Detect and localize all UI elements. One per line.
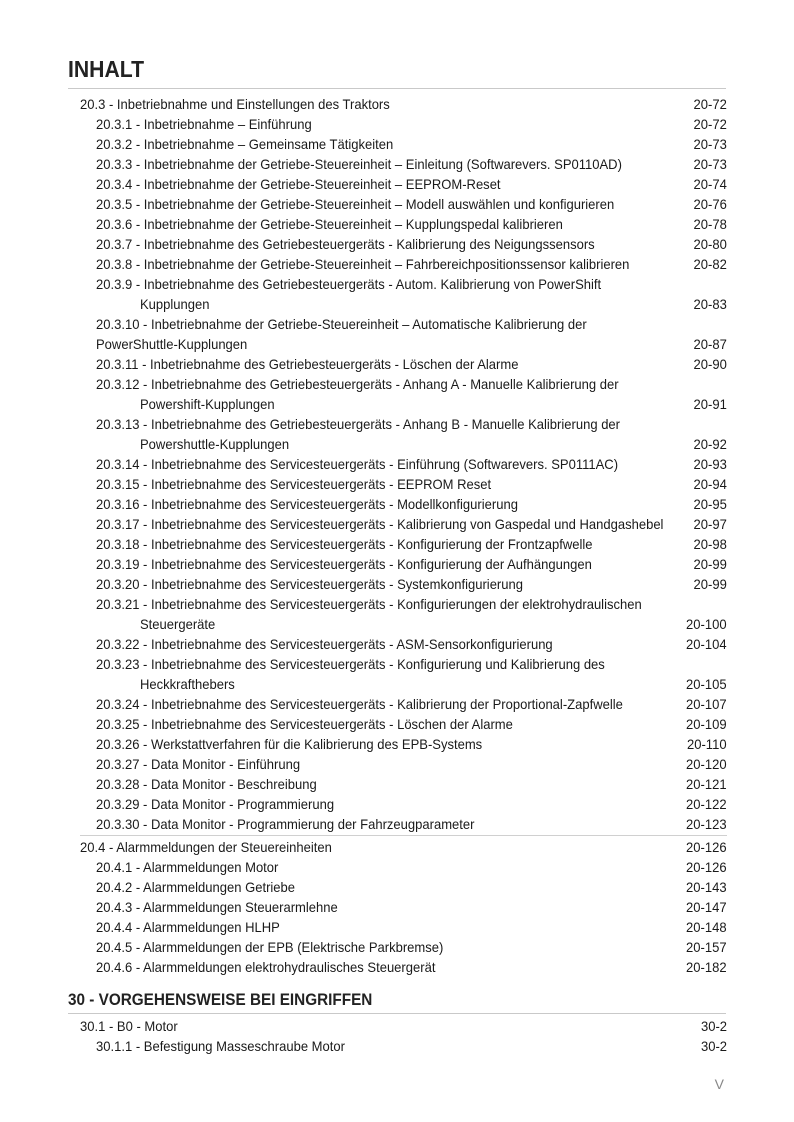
- toc-entry-title: 20.3.26 - Werkstattverfahren für die Kalibrierung des EPB-Systems: [96, 736, 483, 752]
- toc-entry-page: 20-109: [686, 716, 727, 732]
- toc-entry-continuation[interactable]: [0, 434, 794, 454]
- toc-entry-page: 20-122: [686, 796, 727, 812]
- toc-entry-title: 20.3.27 - Data Monitor - Einführung: [96, 756, 301, 772]
- toc-entry-title-continued: Kupplungen: [140, 296, 210, 312]
- page-number: V: [714, 1076, 724, 1092]
- toc-entry[interactable]: [0, 214, 794, 234]
- chapter-divider: [68, 1013, 726, 1014]
- toc-entry-page: 20-78: [693, 216, 727, 232]
- toc-entry[interactable]: [0, 454, 794, 474]
- toc-entry-page: 20-87: [693, 336, 727, 352]
- toc-entry[interactable]: [0, 414, 794, 434]
- toc-entry-page: 30-2: [700, 1018, 727, 1034]
- toc-entry[interactable]: [0, 574, 794, 594]
- toc-entry-title: 20.3.24 - Inbetriebnahme des Servicesteuergeräts - Kalibrierung der Proportional-Zapfwelle: [96, 696, 623, 712]
- toc-entry-title: 20.3.29 - Data Monitor - Programmierung: [96, 796, 335, 812]
- toc-entry-title: 20.4.2 - Alarmmeldungen Getriebe: [96, 879, 296, 895]
- toc-entry-title: 20.3.25 - Inbetriebnahme des Servicesteuergeräts - Löschen der Alarme: [96, 716, 513, 732]
- toc-entry-page: 20-126: [686, 859, 727, 875]
- toc-entry[interactable]: [0, 554, 794, 574]
- toc-entry-page: 20-99: [693, 576, 727, 592]
- toc-entry-page: 20-93: [693, 456, 727, 472]
- toc-entry-continuation[interactable]: [0, 614, 794, 634]
- toc-entry-title: 20.4.6 - Alarmmeldungen elektrohydraulisches Steuergerät: [96, 959, 436, 975]
- toc-entry-page: 20-120: [686, 756, 727, 772]
- toc-entry-title: 20.3.19 - Inbetriebnahme des Servicesteuergeräts - Konfigurierung der Aufhängungen: [96, 556, 592, 572]
- toc-entry-page: 20-74: [693, 176, 727, 192]
- toc-entry[interactable]: [0, 474, 794, 494]
- toc-entry[interactable]: [0, 494, 794, 514]
- toc-entry-page: 20-91: [693, 396, 727, 412]
- toc-entry-title: 20.4.4 - Alarmmeldungen HLHP: [96, 919, 280, 935]
- toc-entry-title: 20.3.20 - Inbetriebnahme des Servicesteuergeräts - Systemkonfigurierung: [96, 576, 524, 592]
- toc-entry-page: 20-126: [686, 839, 727, 855]
- toc-entry-page: 20-82: [693, 256, 727, 272]
- table-of-contents-chapter-30: [0, 1016, 794, 1056]
- toc-entry[interactable]: [0, 917, 794, 937]
- toc-entry[interactable]: [0, 1016, 794, 1036]
- title-divider: [68, 88, 726, 89]
- toc-entry[interactable]: [0, 594, 794, 614]
- toc-entry-title: 20.3.18 - Inbetriebnahme des Servicesteuergeräts - Konfigurierung der Frontzapfwelle: [96, 536, 593, 552]
- toc-entry-page: 20-107: [686, 696, 727, 712]
- toc-entry-page: 20-90: [693, 356, 727, 372]
- toc-entry[interactable]: [0, 814, 794, 834]
- toc-entry-page: 20-147: [686, 899, 727, 915]
- toc-entry[interactable]: [0, 634, 794, 654]
- toc-entry-page: 20-94: [693, 476, 727, 492]
- toc-entry-title: 20.4.5 - Alarmmeldungen der EPB (Elektrische Parkbremse): [96, 939, 444, 955]
- toc-entry[interactable]: [0, 134, 794, 154]
- toc-entry-page: 20-100: [686, 616, 727, 632]
- toc-entry-title: 30.1.1 - Befestigung Masseschraube Motor: [96, 1038, 345, 1054]
- toc-entry-page: 20-98: [693, 536, 727, 552]
- toc-entry-page: 20-121: [686, 776, 727, 792]
- toc-entry-title-continued: Steuergeräte: [140, 616, 216, 632]
- toc-entry[interactable]: [0, 694, 794, 714]
- toc-entry-title: 20.3.23 - Inbetriebnahme des Servicesteuergeräts - Konfigurierung und Kalibrierung des: [96, 656, 605, 672]
- toc-entry-page: 20-92: [693, 436, 727, 452]
- toc-entry[interactable]: [0, 374, 794, 394]
- toc-entry[interactable]: [0, 234, 794, 254]
- toc-entry[interactable]: [0, 174, 794, 194]
- toc-entry-page: 30-2: [700, 1038, 727, 1054]
- toc-entry-title-continued: Powershuttle-Kupplungen: [140, 436, 290, 452]
- toc-entry[interactable]: [0, 1036, 794, 1056]
- chapter-heading: 30 - VORGEHENSWEISE BEI EINGRIFFEN: [68, 990, 373, 1009]
- toc-entry-title: 20.3.10 - Inbetriebnahme der Getriebe-Steuereinheit – Automatische Kalibrierung der: [96, 316, 587, 332]
- toc-entry-page: 20-95: [693, 496, 727, 512]
- toc-entry-title: 20.3 - Inbetriebnahme und Einstellungen des Traktors: [80, 96, 390, 112]
- toc-entry-page: 20-99: [693, 556, 727, 572]
- toc-entry-page: 20-110: [687, 736, 727, 752]
- toc-entry[interactable]: [0, 94, 794, 114]
- toc-entry[interactable]: [0, 897, 794, 917]
- toc-entry-page: 20-83: [693, 296, 727, 312]
- toc-entry-title: 20.3.22 - Inbetriebnahme des Servicesteuergeräts - ASM-Sensorkonfigurierung: [96, 636, 553, 652]
- toc-entry-title-continued: Heckkrafthebers: [140, 676, 235, 692]
- toc-entry[interactable]: [0, 354, 794, 374]
- toc-entry-title: 20.3.16 - Inbetriebnahme des Servicesteuergeräts - Modellkonfigurierung: [96, 496, 518, 512]
- toc-entry-title: 20.3.1 - Inbetriebnahme – Einführung: [96, 116, 312, 132]
- toc-entry-page: 20-97: [693, 516, 727, 532]
- toc-entry-title: 20.3.30 - Data Monitor - Programmierung der Fahrzeugparameter: [96, 816, 475, 832]
- toc-entry[interactable]: [0, 194, 794, 214]
- toc-entry-title: 20.3.2 - Inbetriebnahme – Gemeinsame Tätigkeiten: [96, 136, 394, 152]
- toc-entry-page: 20-80: [693, 236, 727, 252]
- toc-entry-page: 20-76: [693, 196, 727, 212]
- page-title: INHALT: [68, 56, 145, 82]
- toc-entry-title-continued: PowerShuttle-Kupplungen: [96, 336, 248, 352]
- toc-entry[interactable]: [0, 114, 794, 134]
- toc-entry-title: 20.3.21 - Inbetriebnahme des Servicesteuergeräts - Konfigurierungen der elektrohydraulischen: [96, 596, 642, 612]
- toc-entry[interactable]: [0, 754, 794, 774]
- toc-entry-page: 20-72: [693, 116, 727, 132]
- toc-entry[interactable]: [0, 514, 794, 534]
- toc-entry-page: 20-104: [686, 636, 727, 652]
- toc-entry[interactable]: [0, 714, 794, 734]
- toc-entry-page: 20-105: [686, 676, 727, 692]
- toc-entry-title: 20.3.12 - Inbetriebnahme des Getriebesteuergeräts - Anhang A - Manuelle Kalibrierung der: [96, 376, 619, 392]
- toc-entry-title: 30.1 - B0 - Motor: [80, 1018, 178, 1034]
- toc-entry-page: 20-182: [686, 959, 727, 975]
- toc-entry[interactable]: [0, 957, 794, 977]
- toc-entry-page: 20-73: [693, 136, 727, 152]
- toc-entry-title: 20.3.15 - Inbetriebnahme des Servicesteuergeräts - EEPROM Reset: [96, 476, 492, 492]
- toc-entry-page: 20-123: [686, 816, 727, 832]
- toc-entry-title: 20.4 - Alarmmeldungen der Steuereinheiten: [80, 839, 332, 855]
- toc-entry-title: 20.3.3 - Inbetriebnahme der Getriebe-Steuereinheit – Einleitung (Softwarevers. SP0110AD): [96, 156, 622, 172]
- toc-entry[interactable]: [0, 857, 794, 877]
- toc-entry-title: 20.3.14 - Inbetriebnahme des Servicesteuergeräts - Einführung (Softwarevers. SP0111AC): [96, 456, 619, 472]
- toc-entry[interactable]: [0, 774, 794, 794]
- toc-entry-title: 20.4.3 - Alarmmeldungen Steuerarmlehne: [96, 899, 338, 915]
- toc-entry-continuation[interactable]: [0, 674, 794, 694]
- toc-entry[interactable]: [0, 654, 794, 674]
- table-of-contents: [0, 94, 794, 977]
- toc-entry-title: 20.3.8 - Inbetriebnahme der Getriebe-Steuereinheit – Fahrbereichpositionssensor kalibrieren: [96, 256, 630, 272]
- toc-entry[interactable]: [0, 794, 794, 814]
- toc-entry[interactable]: [0, 154, 794, 174]
- toc-entry-continuation[interactable]: [0, 394, 794, 414]
- toc-entry[interactable]: [0, 837, 794, 857]
- toc-entry-page: 20-73: [693, 156, 727, 172]
- toc-entry-page: 20-148: [686, 919, 727, 935]
- toc-entry-continuation[interactable]: [0, 294, 794, 314]
- toc-entry[interactable]: [0, 314, 794, 334]
- toc-entry[interactable]: [0, 734, 794, 754]
- toc-entry-title: 20.3.4 - Inbetriebnahme der Getriebe-Steuereinheit – EEPROM-Reset: [96, 176, 501, 192]
- toc-entry-page: 20-72: [693, 96, 727, 112]
- toc-entry-title: 20.3.9 - Inbetriebnahme des Getriebesteuergeräts - Autom. Kalibrierung von PowerShift: [96, 276, 602, 292]
- toc-entry[interactable]: [0, 937, 794, 957]
- toc-entry-title: 20.3.17 - Inbetriebnahme des Servicesteuergeräts - Kalibrierung von Gaspedal und Handgashebel: [96, 516, 664, 532]
- toc-entry-title: 20.4.1 - Alarmmeldungen Motor: [96, 859, 279, 875]
- toc-entry-title: 20.3.6 - Inbetriebnahme der Getriebe-Steuereinheit – Kupplungspedal kalibrieren: [96, 216, 563, 232]
- toc-entry[interactable]: [0, 877, 794, 897]
- toc-entry-title: 20.3.11 - Inbetriebnahme des Getriebesteuergeräts - Löschen der Alarme: [96, 356, 519, 372]
- toc-entry-title-continued: Powershift-Kupplungen: [140, 396, 275, 412]
- toc-entry-title: 20.3.5 - Inbetriebnahme der Getriebe-Steuereinheit – Modell auswählen und konfigurieren: [96, 196, 615, 212]
- toc-entry-title: 20.3.28 - Data Monitor - Beschreibung: [96, 776, 317, 792]
- toc-entry[interactable]: [0, 254, 794, 274]
- toc-entry[interactable]: [0, 274, 794, 294]
- toc-entry-continuation[interactable]: [0, 334, 794, 354]
- toc-entry[interactable]: [0, 534, 794, 554]
- toc-entry-title: 20.3.13 - Inbetriebnahme des Getriebesteuergeräts - Anhang B - Manuelle Kalibrierung der: [96, 416, 621, 432]
- toc-entry-page: 20-143: [686, 879, 727, 895]
- toc-entry-page: 20-157: [686, 939, 727, 955]
- toc-entry-title: 20.3.7 - Inbetriebnahme des Getriebesteuergeräts - Kalibrierung des Neigungssensors: [96, 236, 595, 252]
